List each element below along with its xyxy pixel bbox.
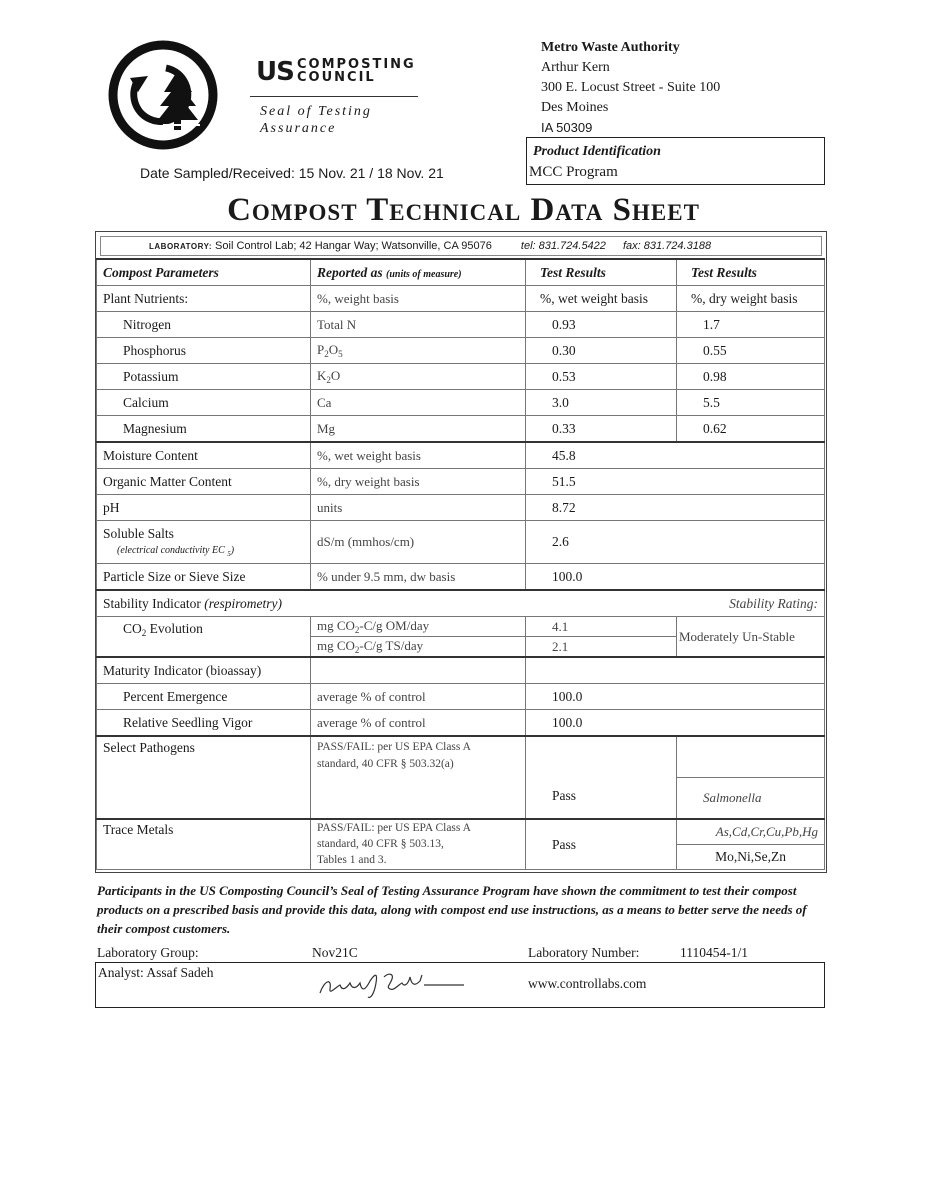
lab-number-value: 1110454-1/1 <box>680 945 748 960</box>
table-row: mg $CO_2-C/g$ TS/day 2.1 <box>97 637 825 658</box>
co2-unit-om: mg $CO_2-C/g$ OM/day <box>311 617 526 637</box>
laboratory-line <box>100 236 822 256</box>
table-row: Magnesium Mg 0.33 0.62 <box>97 416 825 443</box>
table-row <box>97 286 825 312</box>
soluble-salts-label: Soluble Salts (electrical conductivity EC $_5$) <box>97 521 311 564</box>
table-row: Moisture Content %, wet weight basis 45.8 <box>97 442 825 469</box>
client-city: Des Moines <box>541 100 609 115</box>
table-header-row <box>97 259 825 286</box>
signature-icon <box>314 967 464 1003</box>
client-contact: Arthur Kern <box>541 60 610 75</box>
table-row: $CO_2$ Evolution mg $CO_2-C/g$ OM/day 4.1 Moderately Un-Stable <box>97 617 825 637</box>
analyst-name: Analyst: Assaf Sadeh <box>98 965 214 980</box>
date-sampled: Date Sampled/Received: 15 Nov. 21 / 18 Nov. 21 <box>140 165 444 181</box>
lab-group-value: Nov21C <box>312 945 358 960</box>
lab-number-label: Laboratory Number: <box>528 945 640 960</box>
logo-us: US <box>256 57 294 87</box>
header-parameters: Compost Parameters <box>97 259 311 286</box>
laboratory-label: LABORATORY: <box>149 242 212 251</box>
website: www.controllabs.com <box>528 976 647 991</box>
table-row: pH units 8.72 <box>97 495 825 521</box>
phosphorus-unit: $P_2O_5$ <box>311 338 526 364</box>
table-row: Mo,Ni,Se,Zn <box>97 845 825 870</box>
table-row <box>97 590 825 617</box>
pathogens-unit: PASS/FAIL: per US EPA Class A standard, 40 CFR § 503.32(a) <box>311 736 526 819</box>
participants-note: Participants in the US Composting Council’s Seal of Testing Assurance Program have shown the commitment to test their compost products on a prescribed basis and provide this data, along with compost end use instructions, as a means to better serve the needs of their compost customers. <box>97 883 807 936</box>
table-row: Calcium Ca 3.0 5.5 <box>97 390 825 416</box>
seal-logo-icon <box>108 40 218 150</box>
product-label: Product Identification <box>533 144 661 159</box>
logo-council: COUNCIL <box>297 70 376 85</box>
nutrients-wet-label: %, wet weight basis <box>526 286 677 312</box>
client-address <box>541 38 720 138</box>
client-state-zip: IA 50309 <box>541 120 593 135</box>
table-row: Relative Seedling Vigor average % of control 100.0 <box>97 710 825 737</box>
uscc-logo <box>108 40 428 150</box>
nutrients-label: Plant Nutrients: <box>97 286 311 312</box>
header-test1: Test Results <box>526 259 677 286</box>
logo-divider <box>250 96 418 97</box>
logo-composting: COMPOSTING <box>297 57 416 72</box>
laboratory-fax: fax: 831.724.3188 <box>622 240 712 252</box>
stability-rating-label: Stability Rating: <box>677 590 825 617</box>
header-reported: Reported as (units of measure) <box>311 259 526 286</box>
co2-evolution-label: $CO_2$ Evolution <box>97 617 311 658</box>
laboratory-value: Soil Control Lab; 42 Hangar Way; Watsonville, CA 95076 <box>215 240 492 252</box>
table-row: Percent Emergence average % of control 100.0 <box>97 684 825 710</box>
lab-group-label: Laboratory Group: <box>97 945 199 960</box>
nutrients-dry-label: %, dry weight basis <box>677 286 825 312</box>
co2-unit-ts: mg $CO_2-C/g$ TS/day <box>311 637 526 658</box>
header-test2: Test Results <box>677 259 825 286</box>
client-street: 300 E. Locust Street - Suite 100 <box>541 80 721 95</box>
table-row: Particle Size or Sieve Size % under 9.5 mm, dw basis 100.0 <box>97 564 825 591</box>
table-row: Phosphorus $P_2O_5$ 0.30 0.55 <box>97 338 825 364</box>
table-row: Trace Metals PASS/FAIL: per US EPA Class A standard, 40 CFR § 503.13, Tables 1 and 3. Pass As,Cd,Cr,Cu,Pb,Hg <box>97 819 825 845</box>
potassium-unit: $K_2O$ <box>311 364 526 390</box>
client-name: Metro Waste Authority <box>541 40 680 55</box>
table-row: Maturity Indicator (bioassay) <box>97 657 825 684</box>
table-row: Select Pathogens PASS/FAIL: per US EPA Class A standard, 40 CFR § 503.32(a) Pass <box>97 736 825 778</box>
metals-unit: PASS/FAIL: per US EPA Class A standard, 40 CFR § 503.13, Tables 1 and 3. <box>311 819 526 870</box>
page-title: Compost Technical Data Sheet <box>227 192 700 228</box>
product-value: MCC Program <box>529 164 618 180</box>
analyst-box <box>95 962 825 1008</box>
nutrients-basis: %, weight basis <box>311 286 526 312</box>
table-row: Organic Matter Content %, dry weight basis 51.5 <box>97 469 825 495</box>
stability-label: Stability Indicator (respirometry) <box>97 590 677 617</box>
product-identification-box <box>526 137 825 185</box>
table-row: Salmonella <box>97 778 825 820</box>
seal-line2: Assurance <box>260 121 337 136</box>
seal-line1: Seal of Testing <box>260 104 372 119</box>
table-row: Potassium $K_2O$ 0.53 0.98 <box>97 364 825 390</box>
compost-data-table <box>96 258 825 870</box>
laboratory-tel: tel: 831.724.5422 <box>520 240 606 252</box>
table-row: Soluble Salts (electrical conductivity EC $_5$) dS/m (mmhos/cm) 2.6 <box>97 521 825 564</box>
table-row: Nitrogen Total N 0.93 1.7 <box>97 312 825 338</box>
